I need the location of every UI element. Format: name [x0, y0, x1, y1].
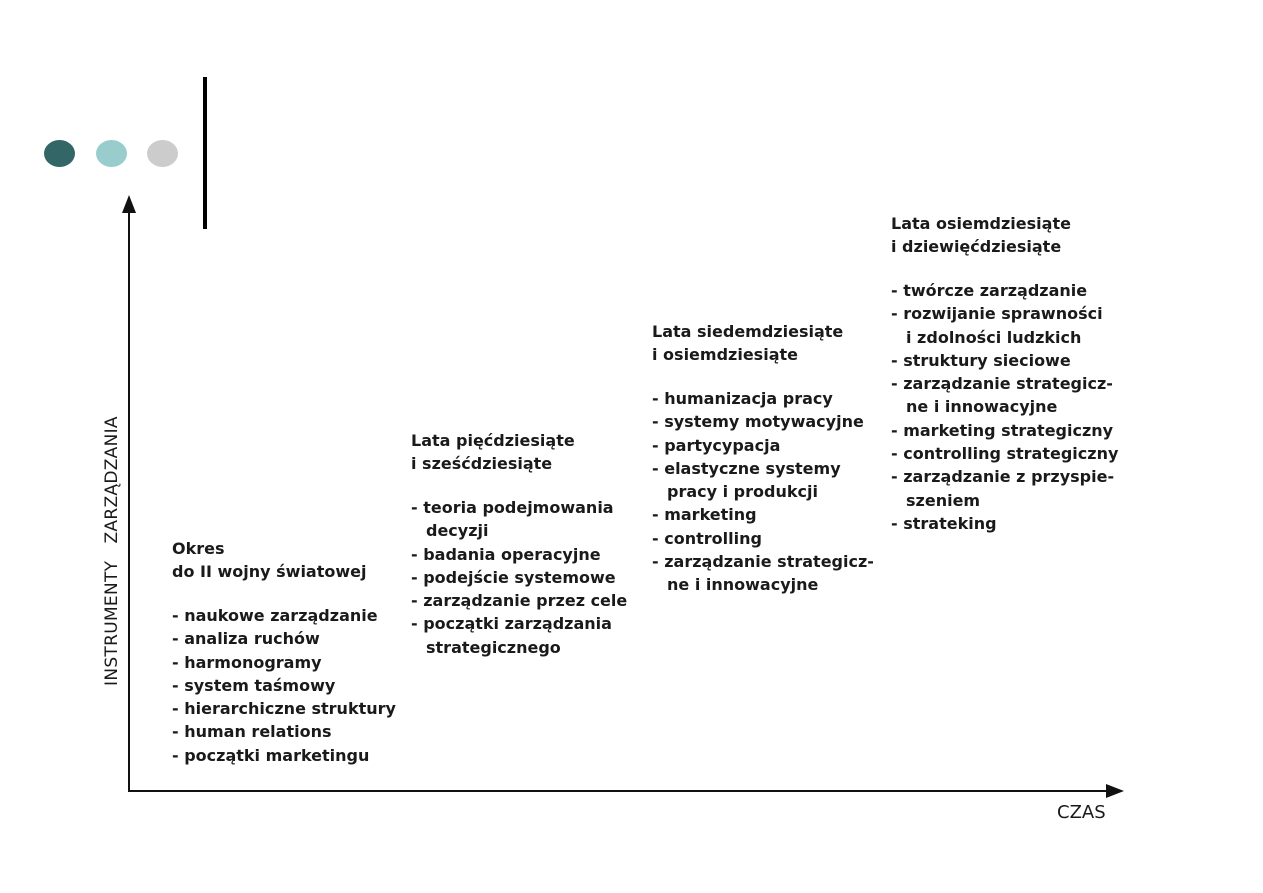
period-50s-60s [411, 429, 627, 659]
period-item: - system taśmowy [172, 675, 336, 695]
period-title-line: do II wojny światowej [172, 562, 367, 581]
period-item: - podejście systemowe [411, 567, 616, 587]
period-title-line: i sześćdziesiąte [411, 454, 553, 473]
x-axis-arrow-icon [1106, 784, 1124, 798]
x-axis-label: CZAS [1057, 802, 1106, 823]
period-item: - zarządzanie z przyspie- szeniem [891, 467, 1115, 510]
period-prewar [172, 537, 396, 767]
period-item: - struktury sieciowe [891, 350, 1071, 370]
period-item: - human relations [172, 722, 332, 742]
period-title-line: Okres [172, 539, 225, 558]
header-dot-3 [147, 140, 178, 167]
period-item: - humanizacja pracy [652, 389, 833, 408]
period-item: - teoria podejmowania decyzji [411, 498, 614, 541]
period-item: - harmonogramy [172, 652, 322, 672]
period-item: - hierarchiczne struktury [172, 699, 396, 719]
y-axis-label: INSTRUMENTY ZARZĄDZANIA [102, 416, 122, 686]
period-title-line: i dziewięćdziesiąte [891, 237, 1062, 256]
period-item: - systemy motywacyjne [652, 412, 864, 432]
period-items [652, 387, 874, 597]
period-items [411, 496, 627, 659]
period-item: - badania operacyjne [411, 544, 601, 564]
period-80s-90s [891, 212, 1118, 535]
period-item: - zarządzanie strategicz- ne i innowacyjne [891, 374, 1113, 417]
period-item: - twórcze zarządzanie [891, 281, 1088, 300]
period-title-line: Lata siedemdziesiąte [652, 322, 844, 341]
period-title [172, 537, 396, 583]
period-item: - początki marketingu [172, 745, 370, 765]
period-title-line: i osiemdziesiąte [652, 345, 798, 364]
period-item: - zarządzanie strategicz- ne i innowacyjne [652, 552, 874, 595]
period-item: - zarządzanie przez cele [411, 591, 628, 611]
header-dot-2 [96, 140, 127, 167]
y-axis [128, 210, 130, 792]
period-item: - partycypacja [652, 435, 781, 455]
period-item: - rozwijanie sprawności i zdolności ludzkich [891, 304, 1103, 347]
period-item: - strateking [891, 513, 997, 533]
period-item: - marketing [652, 505, 757, 525]
y-axis-arrow-icon [122, 195, 136, 213]
period-title [411, 429, 627, 475]
period-title [652, 320, 874, 366]
period-items [172, 604, 396, 767]
header-divider [203, 77, 207, 229]
period-item: - controlling [652, 528, 762, 548]
period-item: - naukowe zarządzanie [172, 606, 378, 625]
period-title [891, 212, 1118, 258]
period-70s-80s [652, 320, 874, 597]
period-item: - analiza ruchów [172, 629, 320, 649]
period-items [891, 279, 1118, 535]
period-item: - początki zarządzania strategicznego [411, 614, 612, 657]
header-dot-1 [44, 140, 75, 167]
period-title-line: Lata pięćdziesiąte [411, 431, 575, 450]
period-item: - elastyczne systemy pracy i produkcji [652, 458, 841, 502]
period-title-line: Lata osiemdziesiąte [891, 214, 1071, 233]
period-item: - controlling strategiczny [891, 444, 1119, 464]
period-item: - marketing strategiczny [891, 420, 1114, 440]
x-axis [128, 790, 1112, 792]
